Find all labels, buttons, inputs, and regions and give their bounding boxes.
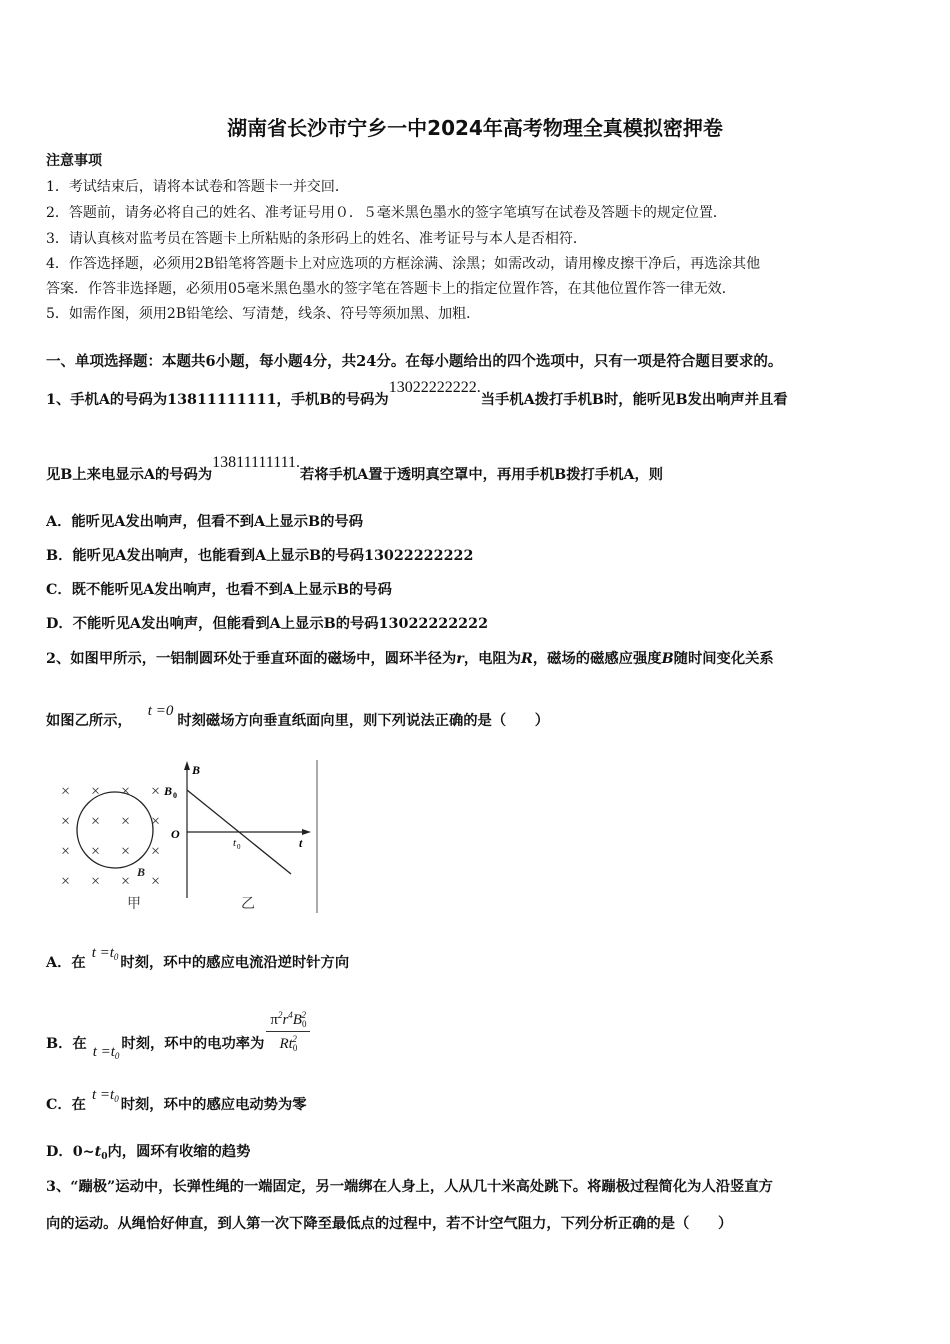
q2-option-c (46, 1087, 307, 1114)
q2-option-a (46, 945, 350, 972)
q1-option-b: B．能听见A发出响声，也能看到A上显示B的号码13022222222 (46, 548, 474, 564)
x-axis-arrow (302, 829, 311, 835)
q2-text: 如图乙所示， (46, 713, 132, 729)
r-symbol: r (282, 1012, 289, 1028)
option-text: B．在 (46, 1035, 87, 1052)
field-cross: × (91, 783, 101, 800)
q2-text: 时刻磁场方向垂直纸面向里，则下列说法正确的是（ ） (177, 713, 550, 729)
field-cross: × (151, 843, 161, 860)
field-cross: × (91, 813, 101, 830)
field-cross: × (91, 873, 101, 890)
q2-line1 (46, 648, 774, 668)
field-cross: × (151, 783, 161, 800)
q1-line2 (46, 454, 664, 484)
rt-symbol: Rt (279, 1036, 293, 1052)
t-equals-t0 (92, 945, 119, 961)
t-symbol: t (94, 1144, 102, 1160)
y-axis-label: B (192, 763, 201, 777)
t-sub: 0 (292, 1043, 298, 1053)
note-item: 5．如需作图，须用2B铅笔绘、写清楚，线条、符号等须加黑、加粗． (46, 306, 481, 322)
q2-option-d (46, 1141, 250, 1162)
q2-symbol-r: r (456, 651, 464, 667)
q2-line2 (46, 703, 550, 730)
fraction-numerator (266, 1010, 310, 1032)
note-item: 答案．作答非选择题，必须用05毫米黑色墨水的签字笔在答题卡上的指定位置作答，在其他位置作答一律无效． (46, 281, 736, 297)
t-expr: t =t (91, 945, 114, 961)
y-axis-arrow (184, 761, 190, 770)
option-text: C．在 (46, 1097, 86, 1113)
field-cross: × (61, 813, 71, 830)
ring-label: B (137, 865, 146, 879)
q2-t-zero: t =0 (147, 703, 174, 719)
fraction-denominator (266, 1032, 310, 1053)
note-item: 4．作答选择题，必须用2B铅笔将答题卡上对应选项的方框涂满、涂黑；如需改动，请用橡皮擦干净后，再选涂其他 (46, 256, 761, 272)
q2-text: 随时间变化关系 (673, 651, 774, 667)
q1-text: 若将手机A置于透明真空罩中，再用手机B拨打手机A，则 (300, 467, 664, 483)
q1-number-b: 13022222222. (388, 379, 481, 396)
option-text: D．0~ (46, 1144, 95, 1160)
b-symbol: B (292, 1012, 302, 1028)
figure-jia (61, 783, 160, 912)
option-text: 时刻，环中的感应电流沿逆时针方向 (120, 955, 350, 971)
figure-label-yi: 乙 (241, 897, 255, 912)
x-axis-label: t (299, 836, 303, 850)
section-heading: 一、单项选择题：本题共6小题，每小题4分，共24分。在每小题给出的四个选项中，只有一项是符合题目要求的。 (46, 353, 783, 370)
b0-label: B (164, 784, 173, 798)
note-item: 3．请认真核对监考员在答题卡上所粘贴的条形码上的姓名、准考证号与本人是否相符． (46, 231, 587, 247)
aluminum-ring (77, 792, 153, 868)
t-expr-sub: 0 (114, 1050, 120, 1061)
t-expr-sub: 0 (113, 952, 119, 962)
q1-option-c: C．既不能听见A发出响声，也看不到A上显示B的号码 (46, 582, 392, 598)
q1-option-a: A．能听见A发出响声，但看不到A上显示B的号码 (46, 514, 364, 530)
q2-text: 2、如图甲所示，一铝制圆环处于垂直环面的磁场中，圆环半径为 (46, 651, 457, 667)
t-equals-t0 (93, 1044, 120, 1060)
exp: 2 (292, 1034, 297, 1044)
q2-text: ，磁场的磁感应强度 (532, 651, 662, 667)
q2-symbol-B: B (661, 651, 674, 667)
q2-option-b (46, 1000, 310, 1061)
q1-text: 见B上来电显示A的号码为 (46, 467, 213, 483)
q1-line1 (46, 379, 788, 409)
q2-text: ，电阻为 (463, 651, 521, 667)
option-text: 内，圆环有收缩的趋势 (107, 1144, 251, 1160)
field-cross: × (61, 783, 71, 800)
t-expr-sub: 0 (114, 1094, 119, 1104)
power-fraction (266, 1010, 310, 1053)
q2-figure (55, 758, 325, 918)
figure-yi (163, 761, 311, 912)
note-item: 2．答题前，请务必将自己的姓名、准考证号用０．５毫米黑色墨水的签字笔填写在试卷及答题卡的规定位置． (46, 205, 727, 221)
t-sub: 0 (101, 1152, 108, 1162)
t0-sub: 0 (237, 843, 241, 851)
notes-heading: 注意事项 (46, 153, 102, 169)
option-text: A．在 (46, 955, 86, 971)
b-sub: 0 (301, 1019, 307, 1029)
exp: 2 (301, 1010, 306, 1020)
field-cross: × (121, 783, 131, 800)
t-expr: t =t (92, 1043, 115, 1060)
q1-text: 当手机A拨打手机B时，能听见B发出响声并且看 (480, 392, 788, 408)
option-text: 时刻，环中的电功率为 (121, 1035, 265, 1052)
exp: 4 (288, 1010, 293, 1020)
field-cross: × (61, 843, 71, 860)
origin-label: O (171, 827, 180, 841)
figure-label-jia: 甲 (127, 897, 141, 912)
note-item: 1．考试结束后，请将本试卷和答题卡一并交回． (46, 179, 349, 195)
q3-line2: 向的运动。从绳恰好伸直，到人第一次下降至最低点的过程中，若不计空气阻力，下列分析正确的是（ ） (46, 1216, 733, 1232)
exp: 2 (277, 1010, 283, 1020)
t-expr: t =t (91, 1087, 115, 1103)
q3-line1: 3、“蹦极”运动中，长弹性绳的一端固定，另一端绑在人身上，人从几十米高处跳下。将蹦极过程简化为人沿竖直方 (46, 1179, 773, 1195)
pi-symbol: π (270, 1012, 278, 1028)
q1-text: 1、手机A的号码为13811111111，手机B的号码为 (46, 392, 389, 408)
q1-option-d: D．不能听见A发出响声，但能看到A上显示B的号码13022222222 (46, 616, 489, 632)
field-cross: × (151, 813, 161, 830)
t0-label: t (233, 837, 237, 849)
q2-symbol-R: R (521, 651, 533, 667)
option-text: 时刻，环中的感应电动势为零 (120, 1097, 307, 1113)
q1-number-a: 13811111111. (212, 454, 300, 471)
b0-sub: 0 (173, 791, 177, 800)
page-title: 湖南省长沙市宁乡一中2024年高考物理全真模拟密押卷 (227, 116, 723, 140)
field-cross: × (121, 813, 131, 830)
field-cross: × (121, 873, 131, 890)
field-cross: × (61, 873, 71, 890)
field-cross: × (151, 873, 161, 890)
field-marks (61, 783, 160, 890)
field-cross: × (91, 843, 101, 860)
t-equals-t0 (92, 1087, 119, 1103)
field-cross: × (121, 843, 131, 860)
